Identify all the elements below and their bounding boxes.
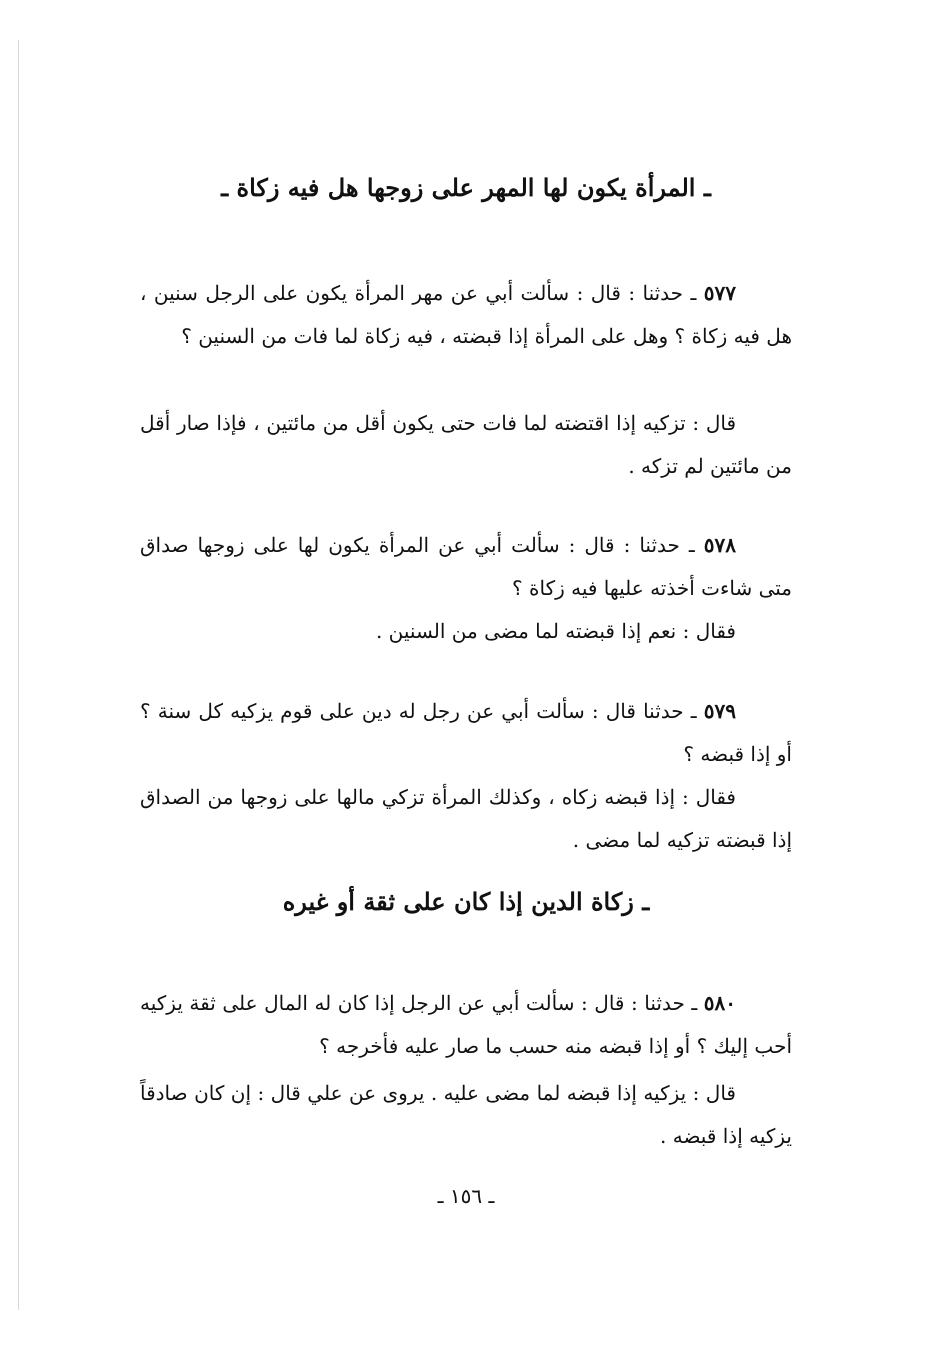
entry-number: ٥٧٩ bbox=[703, 699, 737, 723]
entry-number: ٥٨٠ bbox=[703, 991, 736, 1015]
entry-578-question bbox=[140, 524, 792, 610]
entry-577-question bbox=[140, 272, 792, 358]
page-edge-line bbox=[18, 40, 19, 1310]
entry-number: ٥٧٨ bbox=[703, 533, 737, 557]
entry-580-answer: قال : يزكيه إذا قبضه لما مضى عليه . يروى عن علي قال : إن كان صادقاً يزكيه إذا قبضه . bbox=[140, 1081, 792, 1148]
section-heading-mahr: ـ المرأة يكون لها المهر على زوجها هل فيه زكاة ـ bbox=[221, 173, 711, 202]
entry-text: ـ حدثنا : قال : سألت أبي عن المرأة يكون لها على زوجها صداق متى شاءت أخذته عليها فيه زكاة ؟ bbox=[140, 533, 792, 600]
entry-578-answer: فقال : نعم إذا قبضته لما مضى من السنين . bbox=[375, 619, 736, 643]
entry-text: ـ حدثنا : قال : سألت أبي عن مهر المرأة يكون على الرجل سنين ، هل فيه زكاة ؟ وهل على المرأة إذا قبضته ، فيه زكاة لما فات من السنين ؟ bbox=[140, 281, 792, 348]
section-heading-debt: ـ زكاة الدين إذا كان على ثقة أو غيره bbox=[282, 887, 650, 916]
entry-579-answer: فقال : إذا قبضه زكاه ، وكذلك المرأة تزكي مالها على زوجها من الصداق إذا قبضته تزكيه لما مضى . bbox=[140, 785, 792, 852]
page-number: ـ ١٥٦ ـ bbox=[437, 1184, 495, 1208]
entry-579-question bbox=[140, 690, 792, 776]
entry-text: ـ حدثنا : قال : سألت أبي عن الرجل إذا كان له المال على ثقة يزكيه أحب إليك ؟ أو إذا قبضه منه حسب ما صار عليه فأخرجه ؟ bbox=[140, 991, 792, 1058]
entry-text: ـ حدثنا قال : سألت أبي عن رجل له دين على قوم يزكيه كل سنة ؟ أو إذا قبضه ؟ bbox=[140, 699, 792, 766]
entry-number: ٥٧٧ bbox=[703, 281, 737, 305]
entry-577-answer: قال : تزكيه إذا اقتضته لما فات حتى يكون أقل من مائتين ، فإذا صار أقل من مائتين لم تزكه . bbox=[140, 411, 792, 478]
entry-580-question bbox=[140, 982, 792, 1068]
